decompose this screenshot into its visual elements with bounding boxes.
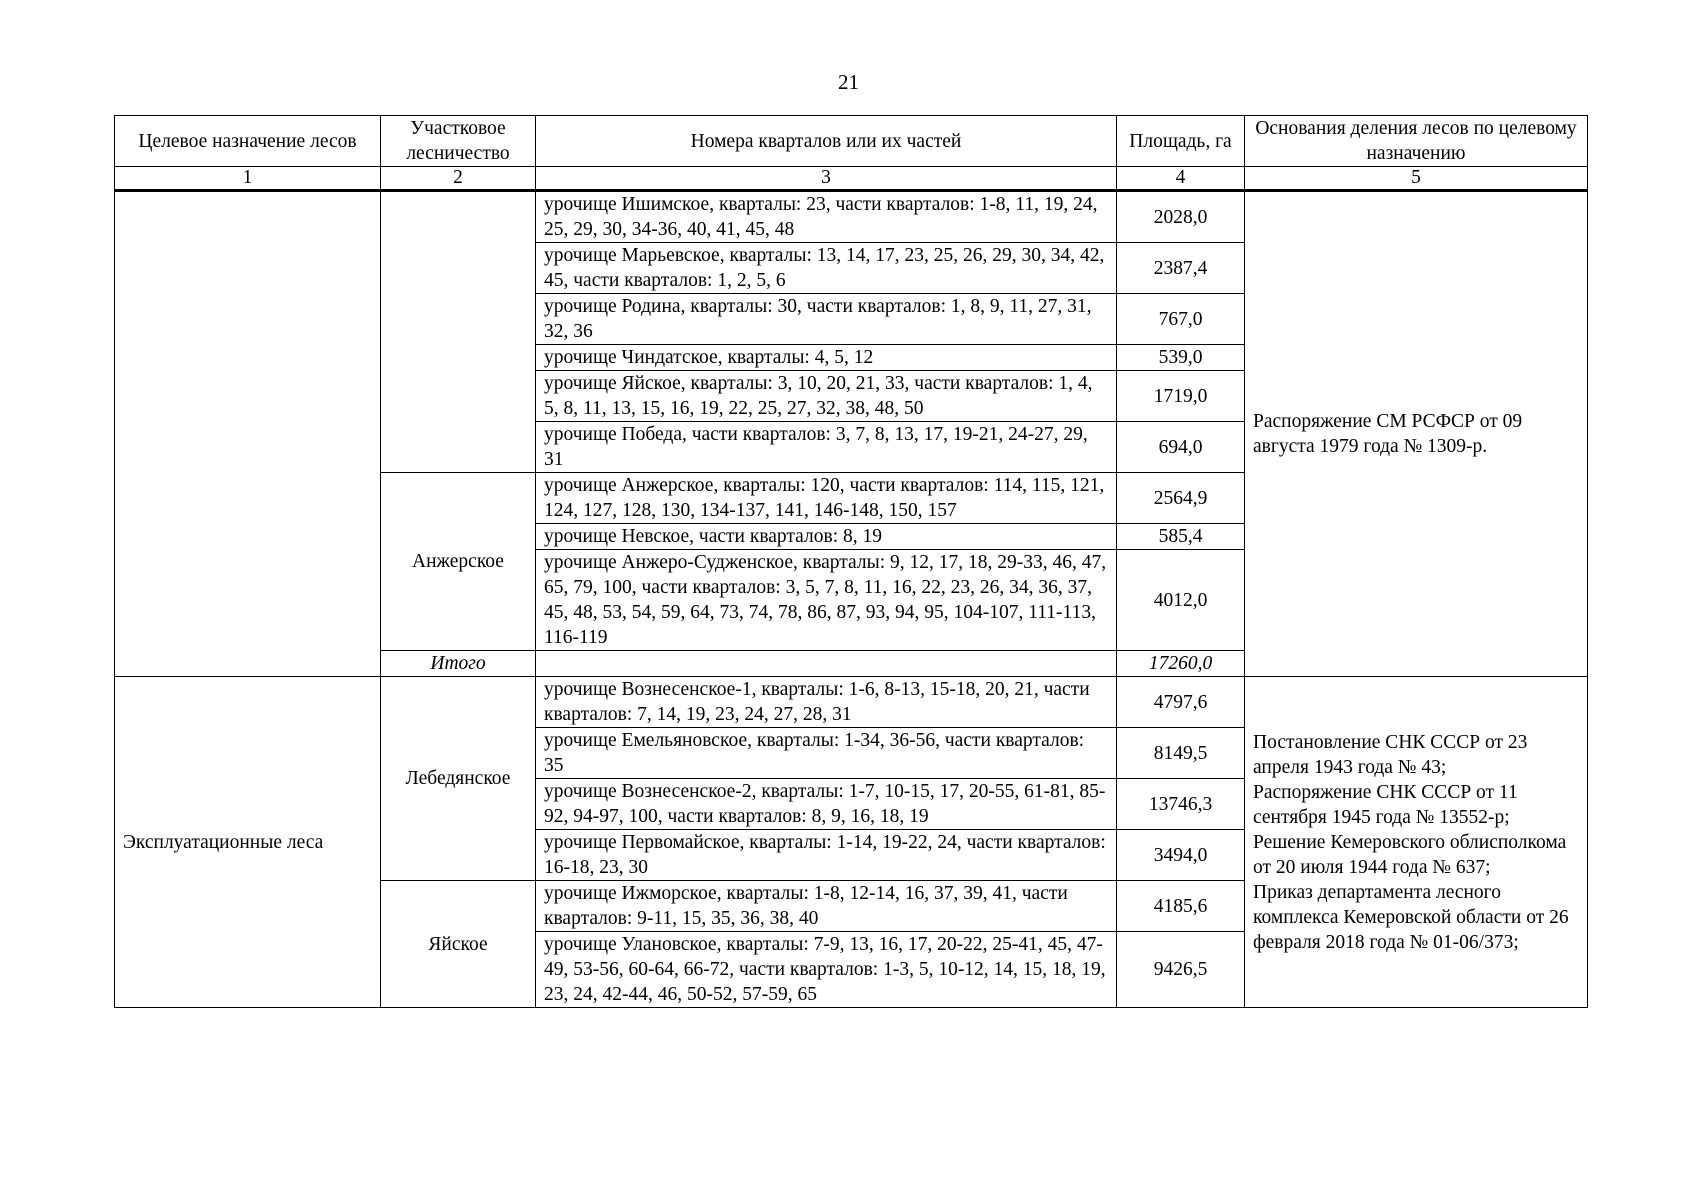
basis-cell [1245, 677, 1588, 1008]
column-number-row [115, 167, 1588, 191]
forestry-cell [381, 191, 536, 473]
header-area: Площадь, га [1117, 116, 1245, 167]
area-cell: 4012,0 [1117, 550, 1245, 651]
quarters-cell: урочище Родина, кварталы: 30, части кварталов: 1, 8, 9, 11, 27, 31, 32, 36 [536, 294, 1117, 345]
quarters-cell: урочище Чиндатское, кварталы: 4, 5, 12 [536, 345, 1117, 371]
table-header [115, 116, 1588, 191]
total-label: Итого [381, 651, 536, 677]
quarters-cell: урочище Первомайское, кварталы: 1-14, 19-22, 24, части кварталов: 16-18, 23, 30 [536, 830, 1117, 881]
quarters-cell: урочище Вознесенское-2, кварталы: 1-7, 10-15, 17, 20-55, 61-81, 85-92, 94-97, 100, части кварталов: 8, 9, 16, 18, 19 [536, 779, 1117, 830]
forestry-cell: Яйское [381, 881, 536, 1008]
basis-line: Постановление СНК СССР от 23 апреля 1943 года № 43; [1253, 731, 1528, 778]
quarters-cell: урочище Емельяновское, кварталы: 1-34, 36-56, части кварталов: 35 [536, 728, 1117, 779]
purpose-cell: Эксплуатационные леса [115, 677, 381, 1008]
quarters-cell: урочище Яйское, кварталы: 3, 10, 20, 21, 33, части кварталов: 1, 4, 5, 8, 11, 13, 15, 16, 19, 22, 25, 27, 32, 38, 48, 50 [536, 371, 1117, 422]
forest-division-table [114, 115, 1588, 1008]
basis-cell: Распоряжение СМ РСФСР от 09 августа 1979 года № 1309-р. [1245, 191, 1588, 677]
area-cell: 2387,4 [1117, 243, 1245, 294]
header-row [115, 116, 1588, 167]
total-value: 17260,0 [1117, 651, 1245, 677]
page-number: 21 [838, 70, 859, 94]
quarters-cell: урочище Ишимское, кварталы: 23, части кварталов: 1-8, 11, 19, 24, 25, 29, 30, 34-36, 40, 41, 45, 48 [536, 191, 1117, 243]
header-forestry: Участковое лесничество [381, 116, 536, 167]
purpose-cell [115, 191, 381, 677]
quarters-cell: урочище Анжерское, кварталы: 120, части кварталов: 114, 115, 121, 124, 127, 128, 130, 134-137, 141, 146-148, 150, 157 [536, 473, 1117, 524]
quarters-cell: урочище Улановское, кварталы: 7-9, 13, 16, 17, 20-22, 25-41, 45, 47-49, 53-56, 60-64, 66-72, части кварталов: 1-3, 5, 10-12, 14, 15, 18, 19, 23, 24, 42-44, 46, 50-52, 57-59, 65 [536, 932, 1117, 1008]
area-cell: 13746,3 [1117, 779, 1245, 830]
area-cell: 767,0 [1117, 294, 1245, 345]
header-purpose: Целевое назначение лесов [115, 116, 381, 167]
table-row [115, 191, 1588, 243]
column-number: 5 [1245, 167, 1588, 191]
area-cell: 3494,0 [1117, 830, 1245, 881]
quarters-cell: урочище Анжеро-Судженское, кварталы: 9, 12, 17, 18, 29-33, 46, 47, 65, 79, 100, части кварталов: 3, 5, 7, 8, 11, 16, 22, 23, 26, 34, 36, 37, 45, 48, 53, 54, 59, 64, 73, 74, 78, 86, 87, 93, 94, 95, 104-107, 111-113, 116-119 [536, 550, 1117, 651]
basis-line: Приказ департамента лесного комплекса Кемеровской области от 26 февраля 2018 года № 01-06/373; [1253, 881, 1569, 953]
area-cell: 4185,6 [1117, 881, 1245, 932]
area-cell: 8149,5 [1117, 728, 1245, 779]
empty-cell [536, 651, 1117, 677]
quarters-cell: урочище Вознесенское-1, кварталы: 1-6, 8-13, 15-18, 20, 21, части кварталов: 7, 14, 19, 23, 24, 27, 28, 31 [536, 677, 1117, 728]
area-cell: 2564,9 [1117, 473, 1245, 524]
forestry-cell: Лебедянское [381, 677, 536, 881]
column-number: 2 [381, 167, 536, 191]
area-cell: 9426,5 [1117, 932, 1245, 1008]
area-cell: 539,0 [1117, 345, 1245, 371]
header-basis: Основания деления лесов по целевому назначению [1245, 116, 1588, 167]
area-cell: 694,0 [1117, 422, 1245, 473]
forestry-cell: Анжерское [381, 473, 536, 651]
basis-line: Распоряжение СНК СССР от 11 сентября 1945 года № 13552-р; [1253, 781, 1518, 828]
quarters-cell: урочище Невское, части кварталов: 8, 19 [536, 524, 1117, 550]
table-row [115, 677, 1588, 728]
basis-line: Решение Кемеровского облисполкома от 20 июля 1944 года № 637; [1253, 831, 1567, 878]
area-cell: 1719,0 [1117, 371, 1245, 422]
column-number: 3 [536, 167, 1117, 191]
area-cell: 2028,0 [1117, 191, 1245, 243]
header-quarters: Номера кварталов или их частей [536, 116, 1117, 167]
column-number: 4 [1117, 167, 1245, 191]
quarters-cell: урочище Марьевское, кварталы: 13, 14, 17, 23, 25, 26, 29, 30, 34, 42, 45, части кварталов: 1, 2, 5, 6 [536, 243, 1117, 294]
quarters-cell: урочище Ижморское, кварталы: 1-8, 12-14, 16, 37, 39, 41, части кварталов: 9-11, 15, 35, 36, 38, 40 [536, 881, 1117, 932]
column-number: 1 [115, 167, 381, 191]
area-cell: 4797,6 [1117, 677, 1245, 728]
quarters-cell: урочище Победа, части кварталов: 3, 7, 8, 13, 17, 19-21, 24-27, 29, 31 [536, 422, 1117, 473]
area-cell: 585,4 [1117, 524, 1245, 550]
